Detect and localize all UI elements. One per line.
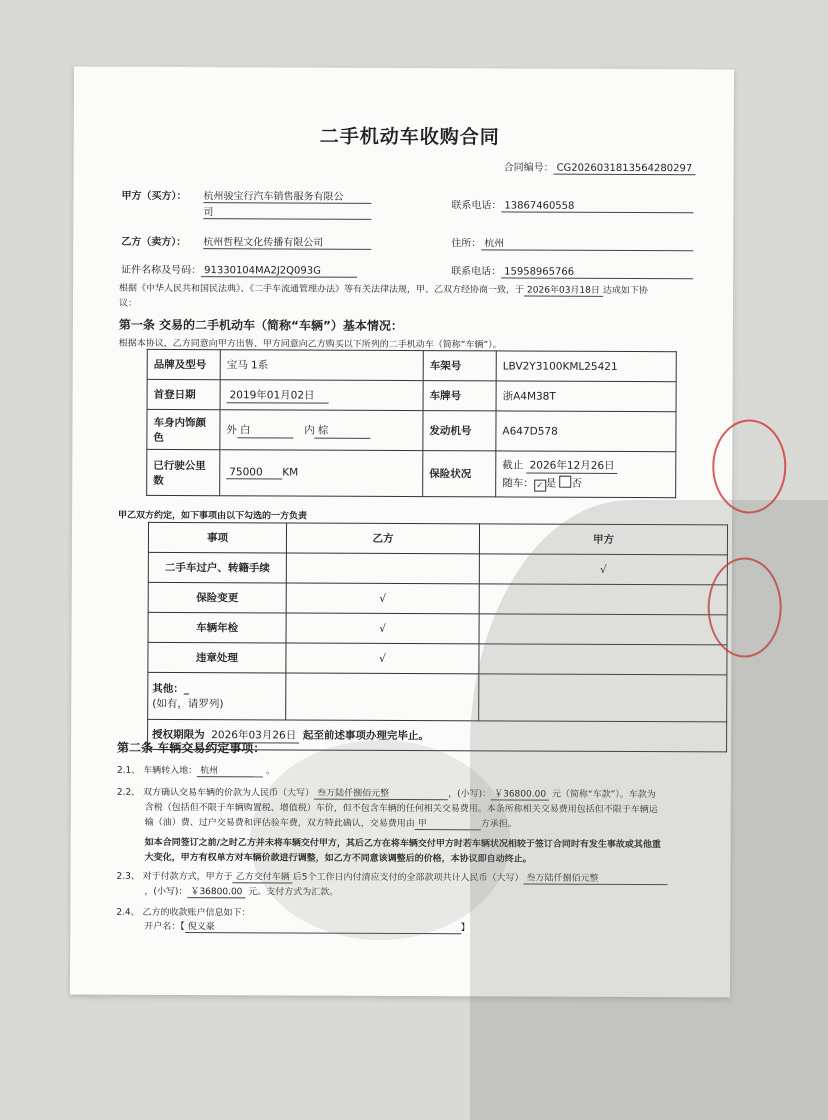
party-a-phone-value: 13867460558 [501, 200, 693, 213]
resp-party-a-mark [479, 644, 727, 675]
exterior-value: 白 [237, 422, 293, 438]
clause-2-4-no: 2.4、 [116, 907, 140, 918]
resp-item: 二手车过户、转籍手续 [148, 552, 286, 583]
exterior-label: 外 [226, 423, 237, 436]
party-b-address-value: 杭州 [481, 234, 693, 251]
insurance-with-label: 随车： [502, 476, 534, 490]
engine-value: A647D578 [496, 411, 676, 452]
resp-header-party-a: 甲方 [479, 524, 727, 555]
basis-line [119, 281, 648, 297]
resp-party-a-mark [479, 614, 727, 645]
insurance-expiry-value: 2026年12月26日 [527, 457, 618, 473]
insurance-no-label: 否 [571, 477, 583, 490]
clause-2-1-label: 车辆转入地： [143, 765, 198, 777]
engine-label: 发动机号 [423, 411, 496, 451]
resp-header-item: 事项 [148, 522, 286, 553]
account-holder-value: 倪义豪 [185, 919, 461, 934]
article-1-intro: 根据本协议，乙方同意向甲方出售、甲方同意向乙方购买以下所列的二手机动车（简称“车辆”）。 [118, 338, 502, 351]
contract-no-value: CG2026031813564280297 [554, 163, 696, 176]
account-holder [144, 919, 470, 934]
clause-2-3-small-label: ，(小写)： [144, 886, 188, 898]
table-row [148, 552, 727, 585]
party-b-id-label: 证件名称及号码： [121, 264, 202, 277]
clause-2-1-no: 2.1、 [116, 765, 141, 776]
party-b-phone [451, 262, 693, 279]
contract-no [504, 158, 696, 175]
clause-2-2-text-end: 元（简称“车款”）。车款为 [551, 789, 656, 801]
clause-2-2-line-3-text: 输（油）费、过户交易费和评估验车费，双方特此确认，交易费用由 [144, 817, 415, 830]
clause-2-2-bold-2: 大变化，甲方有权单方对车辆价款进行调整，如乙方不同意该调整后的价格，本协议即自动终止。 [144, 852, 532, 865]
account-holder-close: 】 [460, 923, 470, 934]
company-seal [707, 557, 781, 657]
color-cell [220, 410, 423, 451]
party-b-id [121, 261, 357, 278]
clause-2-3-no: 2.3、 [116, 871, 140, 882]
deadline-value: 2026年03月26日 [208, 727, 299, 743]
clause-2-3-text-2: 后5个工作日内付清应支付的全部款项共计人民币（大写） [292, 872, 524, 884]
resp-item: 车辆年检 [148, 612, 286, 643]
article-2-heading: 第二条 车辆交易约定事项： [117, 740, 266, 756]
responsibility-intro: 甲乙双方约定，如下事项由以下勾选的一方负责 [118, 510, 308, 522]
clause-2-1-end: 。 [266, 766, 276, 777]
party-a-phone [451, 196, 693, 213]
clause-2-2-no: 2.2、 [116, 787, 141, 798]
reg-date-value: 2019年01月02日 [227, 387, 329, 403]
checkbox-yes[interactable]: ✓ [534, 479, 546, 491]
article-1-heading: 第一条 交易的二手机动车（简称“车辆”）基本情况： [118, 317, 403, 334]
clause-2-3-when: 乙方交付车辆 [233, 869, 293, 883]
reg-date-cell [220, 380, 423, 411]
responsibility-table [147, 522, 728, 753]
resp-item: 违章处理 [148, 642, 286, 673]
resp-other-cell [148, 672, 286, 720]
clause-2-4-label: 乙方的收款账户信息如下： [142, 907, 251, 919]
insurance-expiry-label: 截止 [502, 458, 524, 472]
resp-party-b-mark [286, 673, 479, 721]
basis-text-end: 达成如下协 [602, 285, 648, 297]
party-a-phone-label: 联系电话： [451, 200, 502, 212]
clause-2-2-line-1 [117, 785, 656, 801]
clause-2-1 [117, 763, 275, 778]
table-row [148, 642, 727, 675]
mileage-unit: KM [282, 466, 299, 479]
party-b-address-label: 住所： [451, 238, 482, 250]
resp-other-label: 其他：_ [152, 682, 190, 696]
resp-party-b-mark [286, 553, 479, 584]
deadline-post: 起至前述事项办理完毕止。 [302, 729, 429, 742]
party-a-name-2: 司 [203, 203, 371, 220]
insurance-yes-label: 是 [545, 477, 557, 490]
resp-header-party-b: 乙方 [286, 523, 479, 554]
clause-2-2-text: 双方确认交易车辆的价款为人民币（大写） [143, 787, 315, 799]
resp-party-b-mark: √ [286, 613, 479, 644]
resp-party-b-mark: √ [286, 643, 479, 674]
party-b-phone-label: 联系电话： [451, 266, 502, 278]
clause-2-2-upper: 叁万陆仟捌佰元整 [314, 786, 448, 801]
basis-line-2: 议： [118, 298, 138, 309]
clause-2-1-value: 杭州 [197, 763, 263, 777]
vin-value: LBV2Y3100KML25421 [496, 351, 676, 382]
table-row [148, 612, 727, 645]
clause-2-3-line-2 [144, 884, 338, 899]
clause-2-3-text: 对于付款方式，甲方于 [142, 871, 233, 883]
resp-party-a-mark [479, 584, 727, 615]
party-b-label: 乙方（卖方）： [121, 236, 187, 249]
insurance-cell [496, 451, 676, 498]
contract-no-label: 合同编号： [503, 162, 554, 174]
plate-value: 浙A4M38T [496, 381, 676, 412]
resp-party-b-mark: √ [286, 583, 479, 614]
party-a-name-1: 杭州骏宝行汽车销售服务有限公 [203, 187, 371, 204]
clause-2-2-line-2: 含税（包括但不限于车辆购置税、增值税）车价，但不包含车辆的任何相关交易费用。本条所称相关交易费用包括但不限于车辆运 [144, 802, 658, 816]
clause-2-2-bold-1: 如本合同签订之前/之时乙方并未将车辆交付甲方，其后乙方在将车辆交付甲方时若车辆状况相较于签订合同时有发生事故或其他重 [144, 837, 661, 851]
mileage-value: 75000 [226, 466, 282, 479]
mileage-cell [220, 450, 423, 497]
resp-item: 保险变更 [148, 582, 286, 613]
brand-value: 宝马 1系 [220, 350, 423, 381]
deadline-label: 授权期限为 [152, 728, 205, 741]
table-row [148, 672, 727, 722]
party-a-label: 甲方（买方）： [121, 190, 187, 203]
vin-label: 车架号 [423, 351, 496, 381]
interior-value: 棕 [315, 422, 371, 438]
account-holder-label: 开户名：【 [144, 921, 185, 933]
page-title: 二手机动车收购合同 [319, 125, 500, 149]
resp-party-a-mark [479, 674, 727, 722]
clause-2-3-end: 元。支付方式为汇款。 [248, 887, 339, 898]
clause-2-3-upper: 叁万陆仟捌佰元整 [523, 871, 667, 886]
interior-label: 内 [304, 424, 315, 437]
party-b-id-value: 91330104MA2J2Q093G [201, 265, 357, 278]
insurance-label: 保险状况 [423, 451, 496, 497]
party-b-phone-value: 15958965766 [501, 266, 693, 279]
basis-date: 2026年03月18日 [524, 283, 603, 297]
party-b-name: 杭州哲程文化传播有限公司 [203, 233, 371, 250]
resp-party-a-mark: √ [479, 554, 727, 585]
clause-2-3-line-1 [116, 869, 667, 885]
resp-other-note: (如有，请罗列) [152, 697, 224, 711]
brand-label: 品牌及型号 [147, 349, 220, 379]
plate-label: 车牌号 [423, 381, 496, 411]
clause-2-2-line-3 [145, 815, 517, 831]
company-seal [712, 419, 786, 513]
clause-2-3-lower: ￥36800.00 [187, 884, 245, 898]
basis-text: 根据《中华人民共和国民法典》、《二手车流通管理办法》等有关法律法规，甲、乙双方经协商一致，于 [119, 283, 525, 296]
color-label: 车身内饰颜色 [147, 409, 220, 449]
vehicle-info-table [146, 349, 677, 498]
clause-2-2-line-3-end: 方承担。 [480, 819, 517, 830]
mileage-label: 已行驶公里数 [147, 449, 220, 495]
clause-2-2-small-label: ，(小写)： [448, 789, 492, 800]
clause-2-2-payer: 甲 [415, 816, 481, 830]
clause-2-2-lower: ￥36800.00 [491, 786, 549, 800]
party-b-address [451, 234, 693, 251]
table-row [148, 582, 727, 615]
clause-2-4 [116, 905, 250, 919]
checkbox-no[interactable] [560, 475, 572, 487]
contract-page [70, 67, 734, 998]
reg-date-label: 首登日期 [147, 379, 220, 409]
